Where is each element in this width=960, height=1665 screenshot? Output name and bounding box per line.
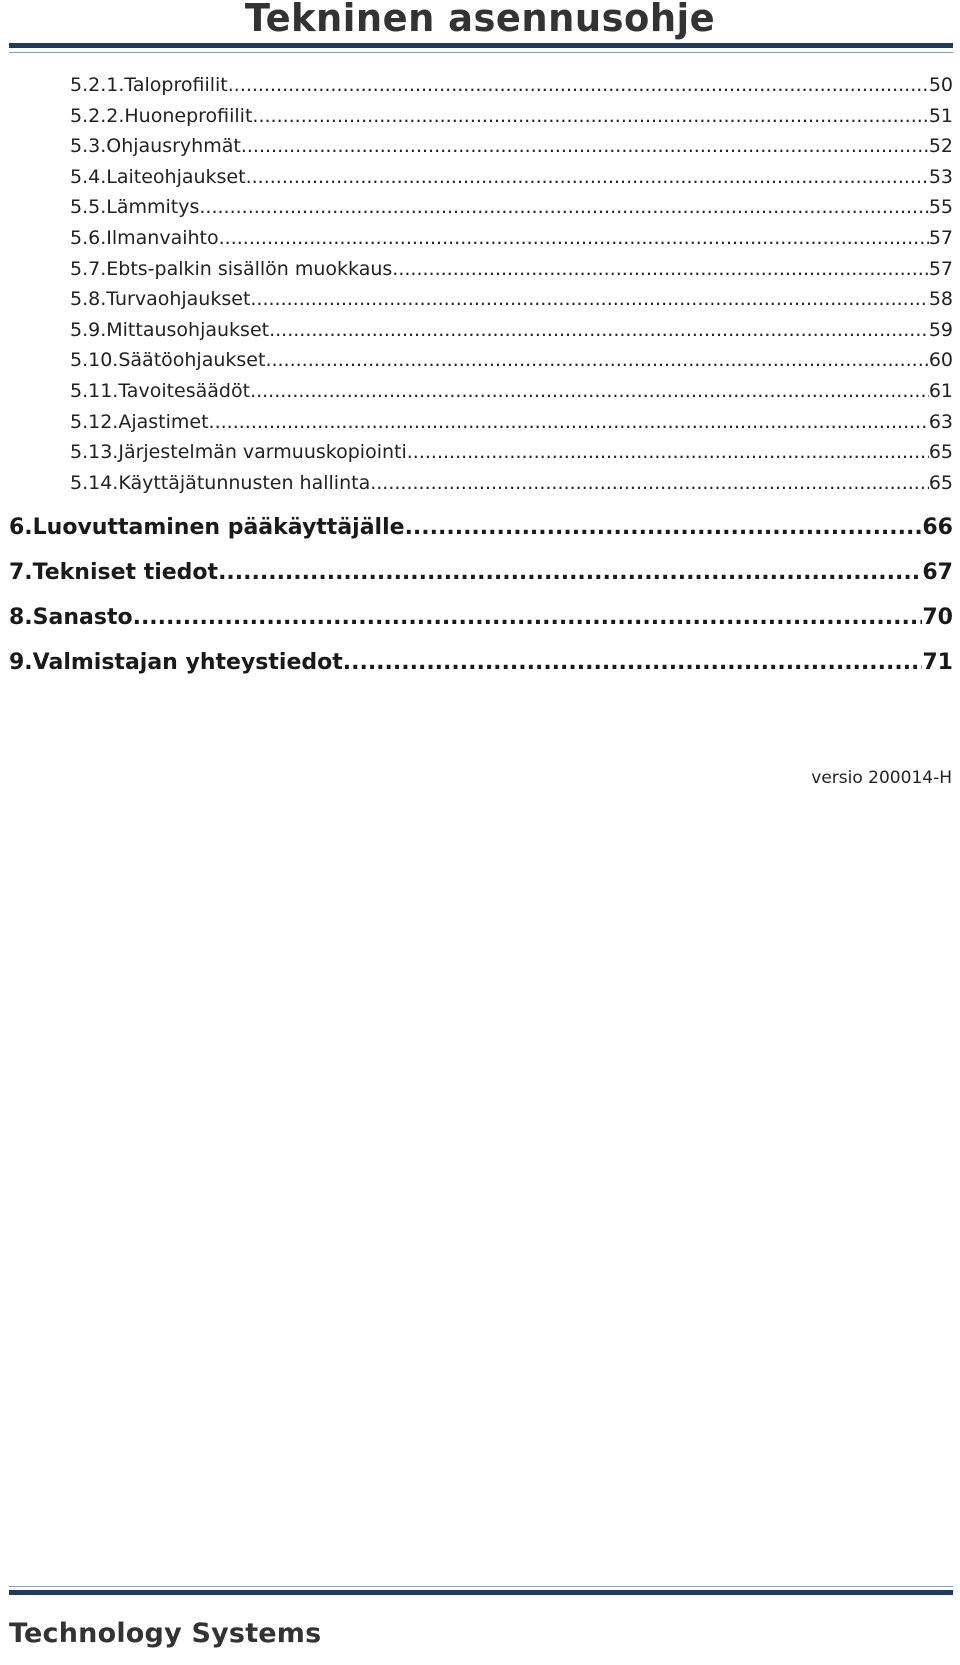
toc-entry-page: 61	[928, 380, 953, 402]
toc-entry-page: 65	[928, 441, 953, 464]
toc-entry-page: 71	[922, 649, 953, 675]
footer-rule-thick	[9, 1590, 953, 1595]
toc-leader-dots	[405, 515, 923, 540]
toc-entry[interactable]	[70, 74, 953, 100]
version-label: versio 200014-H	[811, 768, 952, 788]
toc-entry-label: 5.11.Tavoitesäädöt	[70, 380, 251, 402]
header-rule-thin	[9, 52, 953, 53]
toc-entry-label: 5.5.Lämmitys	[70, 196, 200, 219]
toc-leader-dots	[133, 605, 923, 630]
toc-entry[interactable]	[70, 441, 953, 467]
toc-leader-dots	[269, 319, 929, 341]
toc-leader-dots	[392, 258, 929, 280]
footer-brand-logo: Technology Systems	[9, 1618, 322, 1649]
toc-entry-label: 5.7.Ebts-palkin sisällön muokkaus	[70, 257, 393, 280]
toc-entry-label: 5.4.Laiteohjaukset	[70, 165, 246, 188]
toc-entry-label: 8.Sanasto	[9, 604, 133, 630]
toc-leader-dots	[250, 288, 928, 310]
toc-entry-label: 6.Luovuttaminen pääkäyttäjälle	[9, 514, 405, 540]
toc-entry[interactable]	[70, 472, 953, 498]
toc-leader-dots	[407, 441, 929, 463]
toc-leader-dots	[265, 349, 928, 371]
toc-entry-page: 65	[928, 471, 953, 494]
toc-leader-dots	[228, 74, 929, 96]
toc-entry-page: 70	[922, 604, 953, 630]
toc-entry[interactable]	[70, 319, 953, 345]
toc-leader-dots	[246, 166, 929, 188]
toc-leader-dots	[209, 411, 929, 433]
toc-entry-label: 5.2.2.Huoneprofiilit	[70, 104, 253, 127]
toc-leader-dots	[343, 650, 923, 675]
toc-entry[interactable]	[70, 105, 953, 131]
toc-entry[interactable]	[9, 605, 953, 635]
toc-entry-label: 5.8.Turvaohjaukset	[70, 288, 251, 311]
toc-entry-label: 5.6.Ilmanvaihto	[70, 227, 219, 249]
toc-leader-dots	[219, 227, 929, 249]
toc-entry[interactable]	[9, 515, 953, 545]
toc-entry[interactable]	[9, 560, 953, 590]
toc-entry[interactable]	[70, 166, 953, 192]
toc-entry-label: 5.12.Ajastimet	[70, 410, 209, 433]
toc-entry[interactable]	[70, 380, 953, 406]
toc-entry-label: 5.10.Säätöohjaukset	[70, 349, 266, 372]
toc-entry-page: 51	[928, 104, 953, 127]
toc-entry-page: 58	[928, 288, 953, 311]
toc-leader-dots	[370, 472, 929, 494]
toc-leader-dots	[218, 560, 922, 585]
toc-leader-dots	[252, 105, 928, 127]
toc-entry-page: 55	[928, 196, 953, 219]
toc-entry-page: 53	[928, 165, 953, 188]
toc-entry-page: 50	[928, 74, 953, 96]
toc-entry-label: 5.13.Järjestelmän varmuuskopiointi	[70, 441, 407, 464]
toc-leader-dots	[241, 135, 929, 157]
toc-entry[interactable]	[70, 288, 953, 314]
footer-rule-thin	[9, 1586, 953, 1587]
toc-entry-label: 5.9.Mittausohjaukset	[70, 318, 270, 341]
toc-entry[interactable]	[70, 349, 953, 375]
toc-entry-page: 66	[922, 514, 953, 540]
toc-entry-label: 7.Tekniset tiedot	[9, 559, 219, 585]
toc-entry[interactable]	[9, 650, 953, 680]
toc-entry-page: 57	[928, 227, 953, 249]
toc-entry-page: 60	[928, 349, 953, 372]
toc-entry-page: 63	[928, 410, 953, 433]
toc-entry-page: 52	[928, 135, 953, 158]
toc-entry-label: 9.Valmistajan yhteystiedot	[9, 649, 343, 675]
toc-entry[interactable]	[70, 258, 953, 284]
document-title: Tekninen asennusohje	[244, 0, 716, 40]
toc-entry-label: 5.2.1.Taloprofiilit	[70, 74, 228, 96]
toc-leader-dots	[250, 380, 929, 402]
toc-entry[interactable]	[70, 196, 953, 222]
toc-entry[interactable]	[70, 411, 953, 437]
header-rule-thick	[9, 43, 953, 48]
toc-entry[interactable]	[70, 135, 953, 161]
toc-leader-dots	[199, 196, 928, 218]
toc-entry[interactable]	[70, 227, 953, 253]
toc-entry-page: 57	[928, 257, 953, 280]
toc-entry-label: 5.14.Käyttäjätunnusten hallinta	[70, 471, 371, 494]
toc-entry-label: 5.3.Ohjausryhmät	[70, 135, 241, 158]
toc-entry-page: 59	[928, 318, 953, 341]
toc-entry-page: 67	[922, 559, 953, 585]
